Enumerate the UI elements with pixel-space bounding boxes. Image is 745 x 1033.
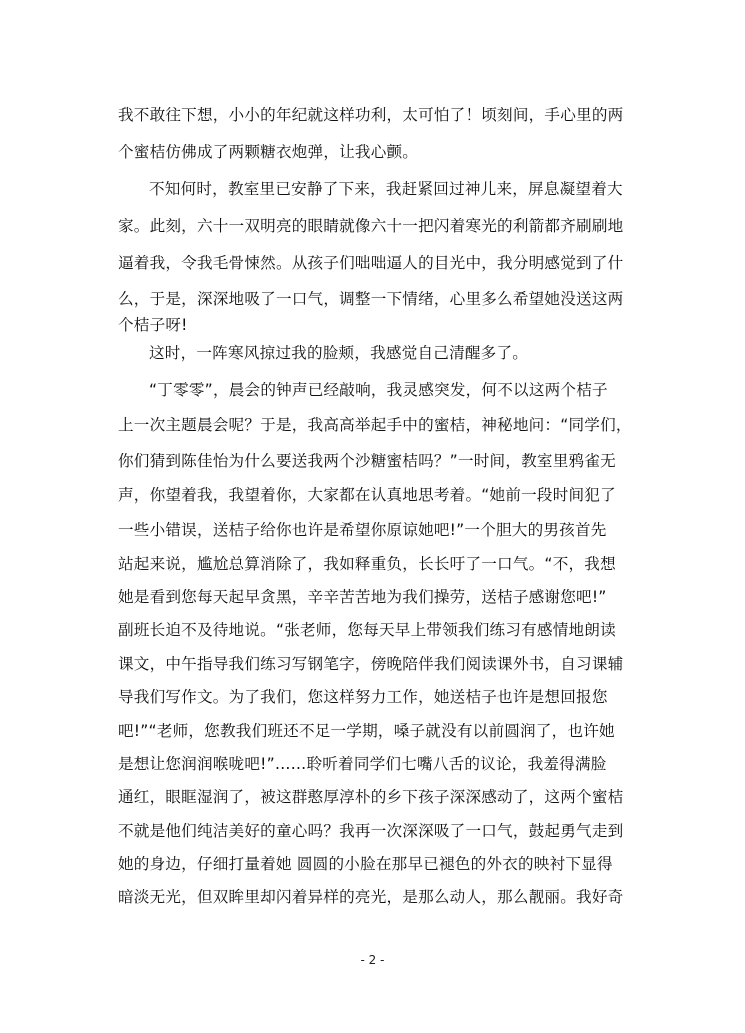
text-line: 个蜜桔仿佛成了两颗糖衣炮弹，让我心颤。 [118,143,419,161]
text-line: “丁零零”，晨会的钟声已经敲响，我灵感突发，何不以这两个桔子 [149,381,608,399]
text-line: 导我们写作文。为了我们，您这样努力工作，她送桔子也许是想回报您 [118,688,608,706]
text-line: 这时，一阵寒风掠过我的脸颊，我感觉自己清醒多了。 [149,344,529,362]
text-line: 副班长迫不及待地说。“张老师，您每天早上带领我们练习有感情地朗读 [118,621,616,639]
text-line: 是想让您润润喉咙吧!”……聆听着同学们七嘴八舌的议论，我羞得满脸 [118,755,607,773]
text-line: 逼着我，令我毛骨悚然。从孩子们咄咄逼人的目光中，我分明感觉到了什 [118,254,624,272]
text-line: 她是看到您每天起早贪黑，辛辛苦苦地为我们操劳，送桔子感谢您吧!” [118,588,607,606]
text-line: 你们猜到陈佳怡为什么要送我两个沙糖蜜桔吗？”一时间，教室里鸦雀无 [118,452,616,470]
text-line: 个桔子呀! [118,316,188,334]
text-line: 站起来说，尴尬总算消除了，我如释重负，长长吁了一口气。“不，我想 [118,555,616,573]
text-line: 暗淡无光，但双眸里却闪着异样的亮光，是那么动人，那么靓丽。我好奇 [118,888,624,906]
text-line: 么，于是，深深地吸了一口气，调整一下情绪，心里多么希望她没送这两 [118,290,624,308]
text-line: 家。此刻，六十一双明亮的眼睛就像六十一把闪着寒光的利箭都齐刷刷地 [118,217,624,235]
text-line: 通红，眼眶湿润了，被这群憨厚淳朴的乡下孩子深深感动了，这两个蜜桔 [118,788,624,806]
text-line: 不知何时，教室里已安静了下来，我赶紧回过神儿来，屏息凝望着大 [149,180,623,198]
text-line: 吧!”“老师，您教我们班还不足一学期，嗓子就没有以前圆润了，也许她 [118,722,615,740]
text-line: 不就是他们纯洁美好的童心吗？我再一次深深吸了一口气，鼓起勇气走到 [118,822,624,840]
text-line: 上一次主题晨会呢？于是，我高高举起手中的蜜桔，神秘地问：“同学们， [118,416,632,434]
page-number: - 2 - [360,953,385,967]
text-line: 声，你望着我，我望着你，大家都在认真地思考着。“她前一段时间犯了 [118,486,616,504]
text-line: 我不敢往下想，小小的年纪就这样功利，太可怕了！顷刻间，手心里的两 [118,106,624,124]
text-line: 一些小错误，送桔子给你也许是希望你原谅她吧!”一个胆大的男孩首先 [118,521,607,539]
text-line: 她的身边，仔细打量着她 圆圆的小脸在那早已褪色的外衣的映衬下显得 [118,855,613,873]
text-line: 课文，中午指导我们练习写钢笔字，傍晚陪伴我们阅读课外书，自习课辅 [118,655,624,673]
